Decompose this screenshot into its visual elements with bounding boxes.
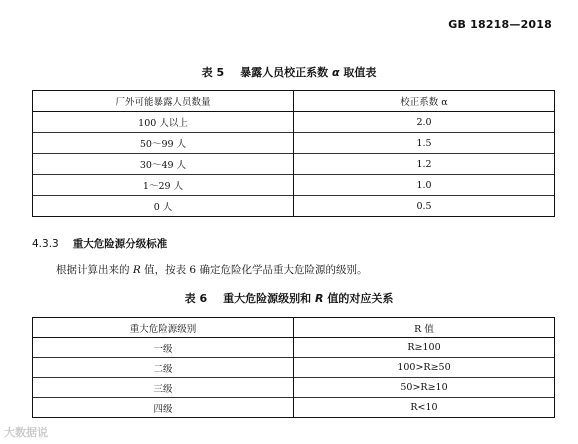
table-row [33,175,555,196]
table5-cell-count: 0 人 [33,196,294,217]
table5-cell-alpha: 1.0 [294,175,555,196]
paragraph-pre: 根据计算出来的 [56,264,130,276]
table6-title-pre: 重大危险源级别和 [223,292,312,305]
table6-number: 表 6 [184,292,208,305]
table6-cell-r-value: R<10 [294,398,555,418]
watermark: 大数据说 [4,426,48,439]
table5-cell-count: 50～99 人 [33,133,294,154]
table6-cell-r-value: R≥100 [294,338,555,358]
table-row [33,154,555,175]
table5-cell-count: 100 人以上 [33,112,294,133]
table6-caption [0,290,578,306]
table6-col1-header: 重大危险源级别 [33,318,294,338]
section-number: 4.3.3 [32,238,59,250]
table5-title-post: 取值表 [343,66,377,79]
table-row [33,112,555,133]
table5-col1-header: 厂外可能暴露人员数量 [33,91,294,112]
body-paragraph [56,262,367,277]
table5 [32,90,555,217]
table6-cell-level: 四级 [33,398,294,418]
table5-cell-count: 30～49 人 [33,154,294,175]
table-row [33,398,555,418]
table-row [33,358,555,378]
section-heading [32,236,167,251]
table5-caption [0,64,578,80]
table6-title-symbol: R [315,292,324,305]
table5-header-row [33,91,555,112]
table-row [33,133,555,154]
table5-cell-alpha: 2.0 [294,112,555,133]
table5-cell-alpha: 1.2 [294,154,555,175]
table6-cell-level: 一级 [33,338,294,358]
table6-col2-header: R 值 [294,318,555,338]
table5-cell-alpha: 1.5 [294,133,555,154]
section-title: 重大危险源分级标准 [72,238,168,250]
table6-cell-r-value: 50>R≥10 [294,378,555,398]
table6-cell-level: 二级 [33,358,294,378]
table5-title-pre: 暴露人员校正系数 [240,66,329,79]
table6-title-post: 值的对应关系 [327,292,394,305]
table6-header-row [33,318,555,338]
table5-number: 表 5 [201,66,225,79]
table5-col2-header: 校正系数 α [294,91,555,112]
paragraph-symbol: R [132,264,141,276]
table6-cell-level: 三级 [33,378,294,398]
table-row [33,338,555,358]
table5-cell-count: 1～29 人 [33,175,294,196]
table5-title-symbol: α [331,66,340,79]
paragraph-post: 值，按表 6 确定危险化学品重大危险源的级别。 [144,264,368,276]
table-row [33,378,555,398]
table6-cell-r-value: 100>R≥50 [294,358,555,378]
table6 [32,317,555,418]
table-row [33,196,555,217]
standard-code: GB 18218—2018 [448,18,552,31]
table5-cell-alpha: 0.5 [294,196,555,217]
